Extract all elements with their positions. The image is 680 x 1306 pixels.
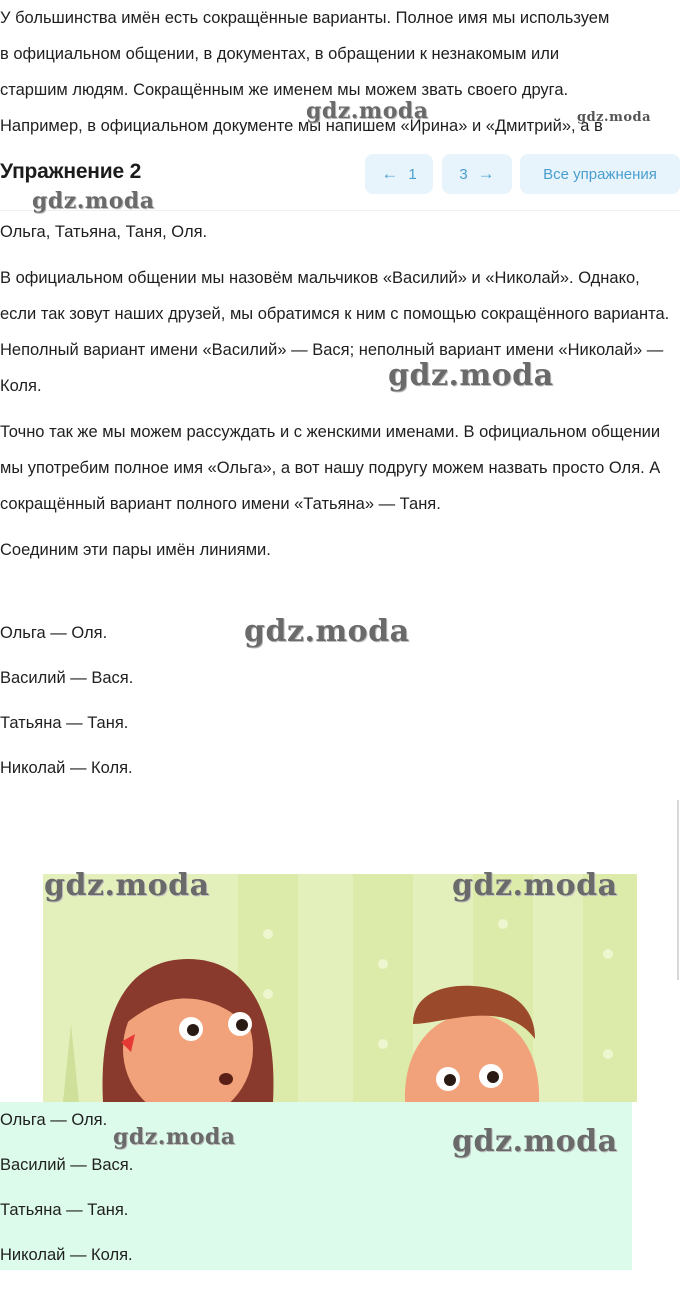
next-exercise-label: 3 [459, 165, 468, 183]
watermark: gdz.moda [244, 614, 410, 649]
all-exercises-button[interactable] [520, 154, 680, 194]
watermark: gdz.moda [32, 188, 155, 214]
solution-paragraph: Точно так же мы можем рассуждать и с женскими именами. В официальном общении мы употребим полное имя «Ольга», а вот нашу подругу можем назвать просто Оля. А сокращённый вариант полного имени «Татьяна» — Таня. [0, 423, 661, 513]
answer-item: Николай — Коля. [0, 759, 133, 777]
solution-paragraph: Соединим эти пары имён линиями. [0, 541, 271, 559]
cartoon-illustration [43, 874, 637, 1102]
scrollbar-track[interactable] [677, 800, 679, 980]
watermark: gdz.moda [452, 868, 618, 903]
answer-item: Василий — Вася. [0, 669, 134, 687]
page-title: Упражнение 2 [0, 160, 142, 183]
highlight-answer-item: Ольга — Оля. [0, 1111, 108, 1129]
answer-item: Ольга — Оля. [0, 624, 108, 642]
intro-line: Например, в официальном документе мы напишем «Ирина» и «Дмитрий», а в [0, 117, 603, 135]
solution-paragraph: Ольга, Татьяна, Таня, Оля. [0, 223, 208, 241]
next-exercise-button[interactable] [442, 154, 512, 194]
prev-exercise-label: 1 [408, 165, 417, 183]
watermark: gdz.moda [388, 358, 554, 393]
highlight-answer-item: Татьяна — Таня. [0, 1201, 129, 1219]
prev-exercise-button[interactable] [365, 154, 433, 194]
arrow-left-icon: ← [381, 164, 399, 183]
all-exercises-label: Все упражнения [543, 165, 657, 183]
intro-line: в официальном общении, в документах, в обращении к незнакомым или [0, 45, 560, 63]
arrow-right-icon: → [477, 164, 495, 183]
answer-list [0, 615, 133, 795]
watermark: gdz.moda [452, 1124, 618, 1159]
watermark: gdz.moda [44, 868, 210, 903]
watermark: gdz.moda [306, 98, 429, 124]
solution-paragraph: В официальном общении мы назовём мальчиков «Василий» и «Николай». Однако, если так зовут наших друзей, мы обратимся к ним с помощью сокращённого варианта. Неполный вариант имени «Василий» — Вася; неполный вариант имени «Николай» — Коля. [0, 269, 670, 395]
answer-item: Татьяна — Таня. [0, 714, 129, 732]
highlight-answer-item: Василий — Вася. [0, 1156, 134, 1174]
highlight-answer-item: Николай — Коля. [0, 1246, 133, 1264]
intro-line: старшим людям. Сокращённым же именем мы можем звать своего друга. [0, 81, 569, 99]
watermark: gdz.moda [113, 1124, 236, 1150]
children-illustration-icon [43, 874, 637, 1102]
intro-line: У большинства имён есть сокращённые варианты. Полное имя мы используем [0, 9, 610, 27]
watermark: gdz.moda [577, 110, 652, 125]
exercise-solution [0, 214, 680, 578]
